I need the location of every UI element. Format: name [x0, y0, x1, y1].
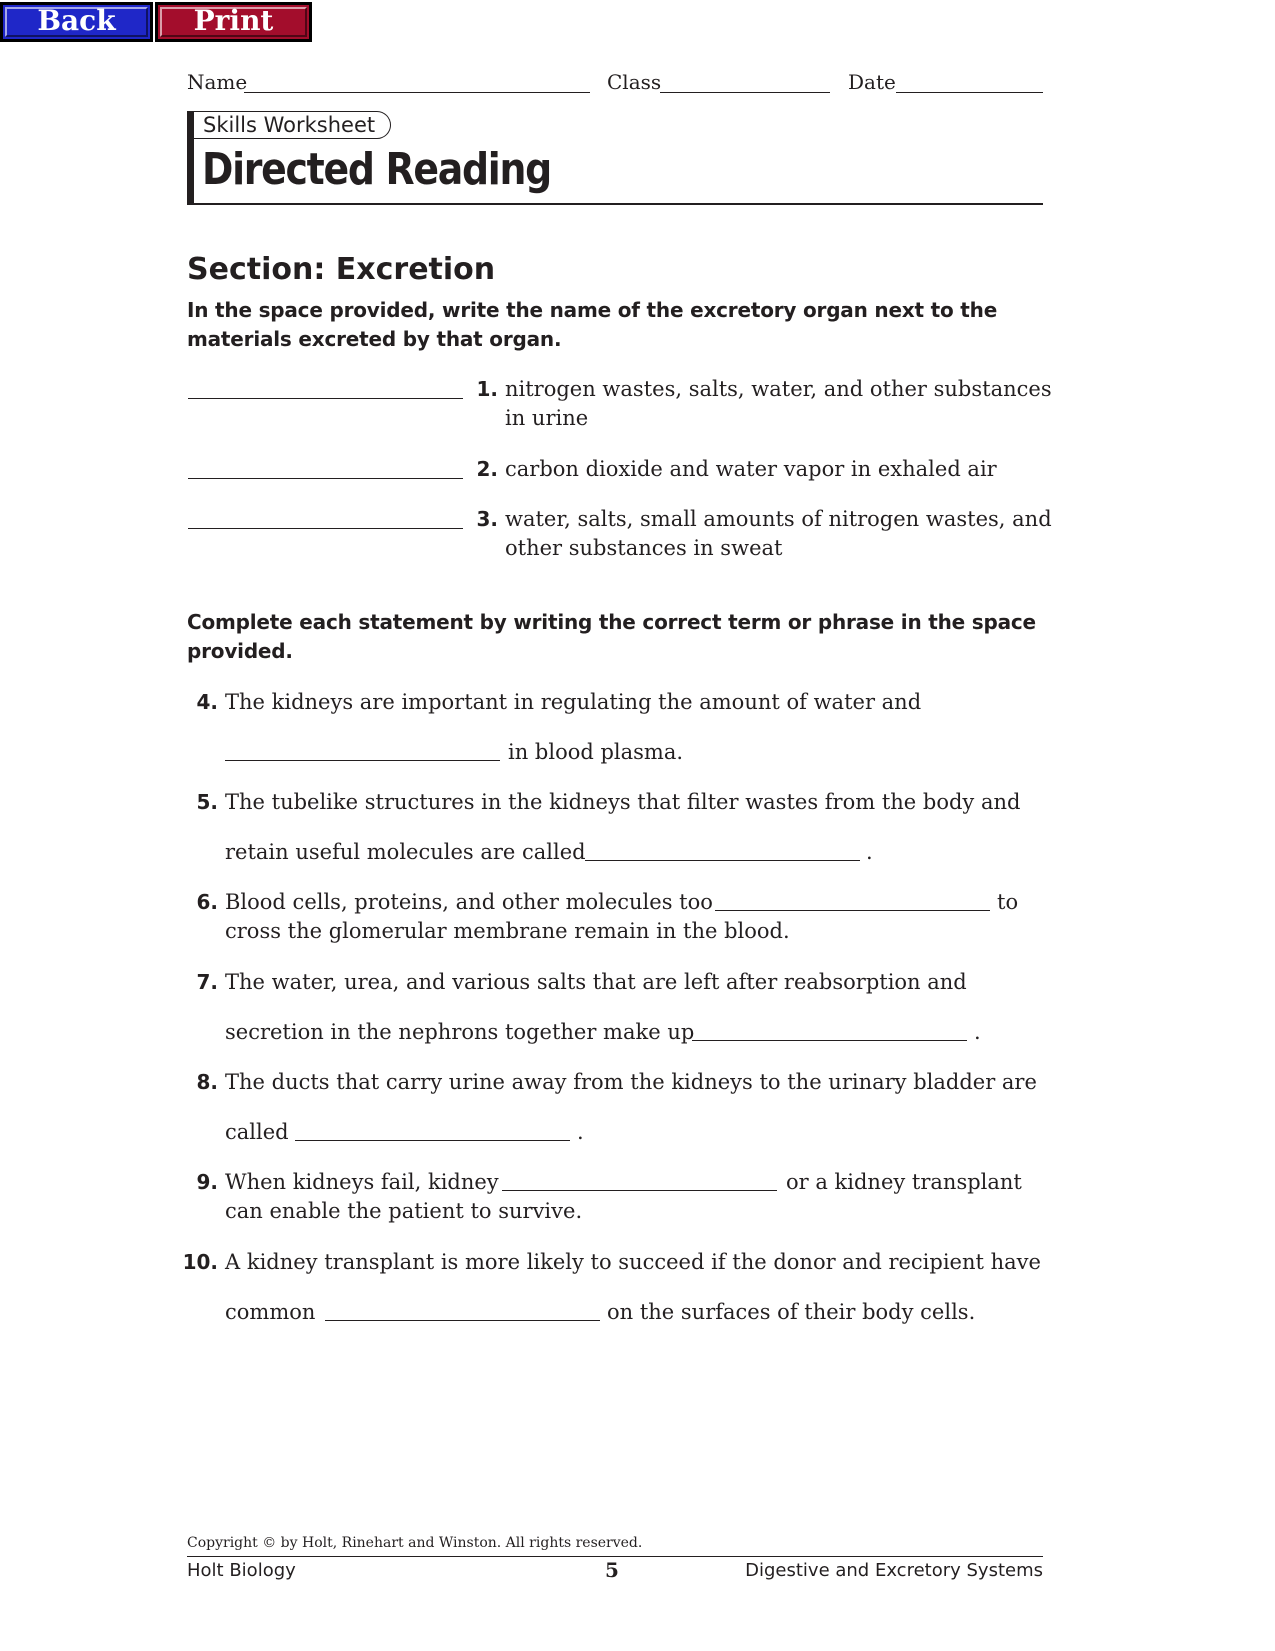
chapter-title: Digestive and Excretory Systems — [745, 1560, 1043, 1581]
answer-line-6[interactable] — [715, 910, 990, 911]
item-number: 3. — [476, 507, 498, 531]
question-number: 7. — [196, 970, 218, 994]
part2-instructions: Complete each statement by writing the correct term or phrase in the space provided. — [187, 610, 1036, 663]
worksheet-type-tab: Skills Worksheet — [191, 111, 391, 139]
name-line[interactable] — [244, 92, 590, 93]
copyright: Copyright © by Holt, Rinehart and Winston. All rights reserved. — [187, 1535, 643, 1551]
print-button-label: Print — [193, 4, 274, 37]
class-line[interactable] — [660, 92, 830, 93]
answer-line-2[interactable] — [188, 478, 463, 479]
question-punct: . — [577, 1120, 584, 1144]
title-rule — [187, 203, 1043, 205]
question-text: The ducts that carry urine away from the kidneys to the urinary bladder are — [225, 1070, 1037, 1094]
question-text: The tubelike structures in the kidneys that filter wastes from the body and — [225, 790, 1021, 814]
question-text: A kidney transplant is more likely to succeed if the donor and recipient have — [225, 1250, 1041, 1274]
question-text: secretion in the nephrons together make up — [225, 1020, 695, 1044]
answer-line-1[interactable] — [188, 398, 463, 399]
question-text: or a kidney transplant — [786, 1170, 1022, 1194]
class-label: Class — [607, 70, 662, 94]
item-text: carbon dioxide and water vapor in exhaled air — [505, 457, 997, 481]
question-text: cross the glomerular membrane remain in the blood. — [225, 919, 790, 943]
item-text: nitrogen wastes, salts, water, and other substances — [505, 377, 1052, 401]
question-text: retain useful molecules are called — [225, 840, 586, 864]
answer-line-9[interactable] — [502, 1190, 777, 1191]
question-text: When kidneys fail, kidney — [225, 1170, 499, 1194]
question-number: 8. — [196, 1070, 218, 1094]
answer-line-7[interactable] — [692, 1040, 967, 1041]
question-number: 10. — [182, 1250, 218, 1274]
answer-line-4[interactable] — [225, 760, 500, 761]
answer-line-10[interactable] — [325, 1320, 600, 1321]
question-text: The water, urea, and various salts that are left after reabsorption and — [225, 970, 967, 994]
print-button[interactable] — [155, 2, 312, 42]
question-number: 4. — [196, 690, 218, 714]
question-text: on the surfaces of their body cells. — [607, 1300, 976, 1324]
question-punct: . — [866, 840, 873, 864]
book-title: Holt Biology — [187, 1560, 296, 1581]
question-number: 6. — [196, 890, 218, 914]
page-number: 5 — [605, 1558, 619, 1582]
back-button[interactable] — [0, 2, 153, 42]
question-text: called — [225, 1120, 289, 1144]
back-button-label: Back — [37, 4, 116, 37]
question-number: 9. — [196, 1170, 218, 1194]
question-text: can enable the patient to survive. — [225, 1199, 583, 1223]
answer-line-3[interactable] — [188, 528, 463, 529]
date-label: Date — [848, 70, 896, 94]
item-text: other substances in sweat — [505, 536, 783, 560]
section-title: Section: Excretion — [187, 252, 496, 287]
item-number: 2. — [476, 457, 498, 481]
question-text: Blood cells, proteins, and other molecules too — [225, 890, 713, 914]
question-text: The kidneys are important in regulating the amount of water and — [225, 690, 922, 714]
footer-rule — [187, 1556, 1043, 1557]
question-number: 5. — [196, 790, 218, 814]
part1-instructions: In the space provided, write the name of the excretory organ next to the materials excreted by that organ. — [187, 298, 998, 351]
question-text: common — [225, 1300, 316, 1324]
question-punct: . — [974, 1020, 981, 1044]
question-text: in blood plasma. — [508, 740, 684, 764]
item-text: water, salts, small amounts of nitrogen wastes, and — [505, 507, 1052, 531]
date-line[interactable] — [896, 92, 1043, 93]
item-text: in urine — [505, 406, 589, 430]
question-text: to — [997, 890, 1019, 914]
page-title: Directed Reading — [202, 144, 551, 195]
name-label: Name — [187, 70, 248, 94]
answer-line-8[interactable] — [295, 1140, 570, 1141]
answer-line-5[interactable] — [585, 860, 860, 861]
item-number: 1. — [476, 377, 498, 401]
